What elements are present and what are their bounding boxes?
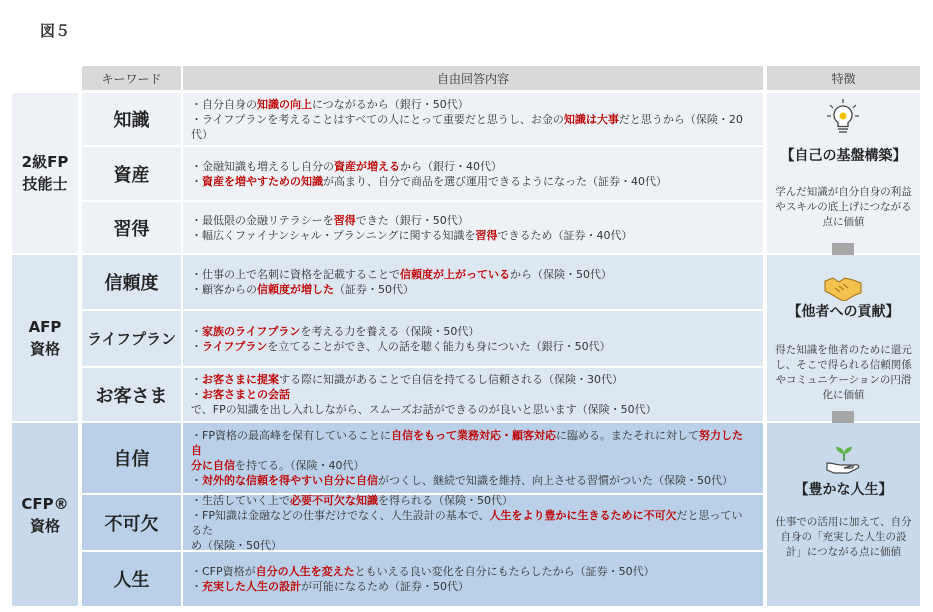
answer-text: ・ bbox=[191, 580, 202, 593]
highlighted-phrase: 習得 bbox=[475, 228, 498, 242]
feature-description: 得た知識を他者のために還元し、そこで得られる信頼関係やコミュニケーションの円滑化に価値 bbox=[775, 344, 912, 401]
answer-line bbox=[191, 228, 753, 243]
answer-text: に臨める。またそれに対して bbox=[555, 429, 699, 442]
answer-text: から（銀行・40代） bbox=[400, 159, 502, 173]
highlighted-phrase: お客さまに提案 bbox=[202, 373, 279, 386]
figure-label: 図５ bbox=[40, 22, 71, 40]
highlighted-phrase: 資産を増やすための知識 bbox=[202, 174, 323, 188]
answer-line bbox=[191, 324, 753, 339]
highlighted-phrase: 分に自信 bbox=[191, 459, 235, 472]
answer-text: ・最低限の金融リテラシーを bbox=[191, 213, 334, 227]
keyword-cell: 知識 bbox=[82, 93, 181, 145]
lightbulb-icon bbox=[825, 97, 861, 137]
answer-text: を考える力を養える（保険・50代） bbox=[300, 324, 480, 338]
answer-text: ・ライフプランを考えることはすべての人にとって重要だと思うし、お金の bbox=[191, 112, 564, 126]
answer-line bbox=[191, 213, 753, 228]
highlighted-phrase: 家族のライフプラン bbox=[202, 324, 301, 338]
group-label-cfp: CFP® 資格 bbox=[12, 423, 78, 606]
highlighted-phrase: お客さまとの会話 bbox=[202, 388, 290, 401]
answer-text: ・金融知識も増えるし自分の bbox=[191, 159, 334, 173]
answer-cell bbox=[183, 552, 763, 606]
answer-text: がつくし、継続で知識を維持、向上させる習慣がついた（保険・50代） bbox=[378, 474, 733, 487]
answer-line bbox=[191, 564, 753, 579]
answer-cell bbox=[183, 202, 763, 253]
answer-text: につながるから（銀行・50代） bbox=[312, 97, 469, 111]
answer-text: ・生活していく上で bbox=[191, 493, 290, 507]
answer-text: ・幅広くファイナンシャル・プランニングに関する知識を bbox=[191, 228, 476, 242]
answer-text: ・ bbox=[191, 474, 202, 487]
answer-text: ・顧客からの bbox=[191, 283, 257, 296]
answer-text: （証券・50代） bbox=[334, 283, 414, 296]
answer-line bbox=[191, 159, 753, 174]
answer-text: する際に知識があることで自信を持てるし信頼される（保険・30代） bbox=[279, 373, 623, 386]
answer-cell bbox=[183, 368, 763, 421]
feature-title: 【豊かな人生】 bbox=[794, 482, 893, 498]
feature-panel-2 bbox=[767, 255, 920, 421]
header-keyword: キーワード bbox=[82, 66, 181, 90]
highlighted-phrase: 資産が増える bbox=[334, 159, 400, 173]
answer-line bbox=[191, 282, 753, 297]
header-answers: 自由回答内容 bbox=[183, 66, 763, 90]
answer-text: ・CFP資格が bbox=[191, 565, 256, 578]
highlighted-phrase: 必要不可欠な知識 bbox=[290, 493, 378, 507]
highlighted-phrase: 努力した自 bbox=[191, 429, 743, 457]
answer-text: を持てる。（保険・40代） bbox=[235, 459, 365, 472]
answer-text: ・ bbox=[191, 324, 202, 338]
answer-line bbox=[191, 112, 753, 142]
answer-text: だと思っているた bbox=[191, 508, 743, 537]
answer-text: ・ bbox=[191, 388, 202, 401]
group-label-afp: AFP 資格 bbox=[12, 255, 78, 421]
answer-text: ともいえる良い変化を自分にもたらしたから（証券・50代） bbox=[354, 565, 655, 578]
feature-title: 【自己の基盤構築】 bbox=[780, 148, 907, 164]
answer-text: を立てることができ、人の話を聴く能力も身についた（銀行・50代） bbox=[267, 339, 611, 353]
feature-panel-3 bbox=[767, 423, 920, 606]
answer-text: ・自分自身の bbox=[191, 97, 257, 111]
highlighted-phrase: 自信をもって業務対応・顧客対応 bbox=[390, 429, 556, 442]
answer-line bbox=[191, 97, 753, 112]
highlighted-phrase: 充実した人生の設計 bbox=[202, 580, 301, 593]
feature-panel-1 bbox=[767, 93, 920, 253]
answer-line bbox=[191, 508, 753, 538]
handshake-icon bbox=[823, 273, 863, 301]
keyword-cell: 不可欠 bbox=[82, 495, 181, 550]
feature-description: 学んだ知識が自分自身の利益やスキルの底上げにつながる点に価値 bbox=[775, 186, 912, 228]
answer-line bbox=[191, 493, 753, 508]
highlighted-phrase: 知識は大事 bbox=[563, 112, 619, 126]
highlighted-phrase: ライフプラン bbox=[202, 339, 268, 353]
highlighted-phrase: 信頼度が上がっている bbox=[400, 268, 510, 281]
answer-cell bbox=[183, 495, 763, 550]
answer-cell bbox=[183, 423, 763, 493]
answer-text: を得られる（保険・50代） bbox=[378, 493, 513, 507]
sprout-in-hand-icon bbox=[825, 445, 863, 475]
answer-line bbox=[191, 267, 753, 282]
answer-text: が可能になるため（証券・50代） bbox=[301, 580, 469, 593]
answer-line bbox=[191, 458, 753, 473]
answer-text: め（保険・50代） bbox=[191, 538, 282, 552]
keyword-cell: ライフプラン bbox=[82, 311, 181, 366]
answer-line bbox=[191, 579, 753, 594]
answer-text: から（保険・50代） bbox=[510, 268, 612, 281]
answer-line bbox=[191, 473, 753, 488]
answer-line bbox=[191, 387, 753, 417]
answer-text: ・FP知識は金融などの仕事だけでなく、人生設計の基本で、 bbox=[191, 508, 490, 522]
answer-line bbox=[191, 538, 753, 553]
keyword-cell: 資産 bbox=[82, 147, 181, 200]
answer-line bbox=[191, 428, 753, 458]
keyword-cell: お客さま bbox=[82, 368, 181, 421]
highlighted-phrase: 人生をより豊かに生きるために不可欠 bbox=[489, 508, 677, 522]
keyword-cell: 自信 bbox=[82, 423, 181, 493]
keyword-cell: 人生 bbox=[82, 552, 181, 606]
highlighted-phrase: 自分の人生を変えた bbox=[255, 565, 355, 578]
answer-text: で、FPの知識を出し入れしながら、スムーズお話ができるのが良いと思います（保険・50代） bbox=[191, 403, 657, 416]
highlighted-phrase: 知識の向上 bbox=[257, 97, 312, 111]
answer-text: ・ bbox=[191, 373, 202, 386]
answer-line bbox=[191, 339, 753, 354]
header-feature: 特徴 bbox=[767, 66, 920, 90]
feature-title: 【他者への貢献】 bbox=[787, 304, 900, 320]
answer-cell bbox=[183, 147, 763, 200]
answer-text: できた（銀行・50代） bbox=[355, 213, 469, 227]
answer-text: できるため（証券・40代） bbox=[497, 228, 633, 242]
group-label-2kyu-fp: 2級FP 技能士 bbox=[12, 93, 78, 253]
answer-text: ・ bbox=[191, 339, 202, 353]
answer-text: が高まり、自分で商品を選び運用できるようになった（証券・40代） bbox=[323, 174, 667, 188]
keyword-cell: 信頼度 bbox=[82, 255, 181, 309]
answer-text: だと思うから（保険・20代） bbox=[191, 112, 743, 141]
highlighted-phrase: 対外的な信頼を得やすい自分に自信 bbox=[202, 474, 378, 487]
highlighted-phrase: 習得 bbox=[333, 213, 356, 227]
answer-line bbox=[191, 174, 753, 189]
keyword-cell: 習得 bbox=[82, 202, 181, 253]
answer-cell bbox=[183, 311, 763, 366]
answer-line bbox=[191, 372, 753, 387]
answer-cell bbox=[183, 255, 763, 309]
highlighted-phrase: 信頼度が増した bbox=[257, 283, 334, 296]
answer-text: ・ bbox=[191, 174, 202, 188]
feature-description: 仕事での活用に加えて、自分自身の「充実した人生の設計」につながる点に価値 bbox=[775, 516, 912, 558]
answer-text: ・仕事の上で名刺に資格を記載することで bbox=[191, 268, 400, 281]
answer-text: ・FP資格の最高峰を保有していることに bbox=[191, 429, 391, 442]
answer-cell bbox=[183, 93, 763, 145]
